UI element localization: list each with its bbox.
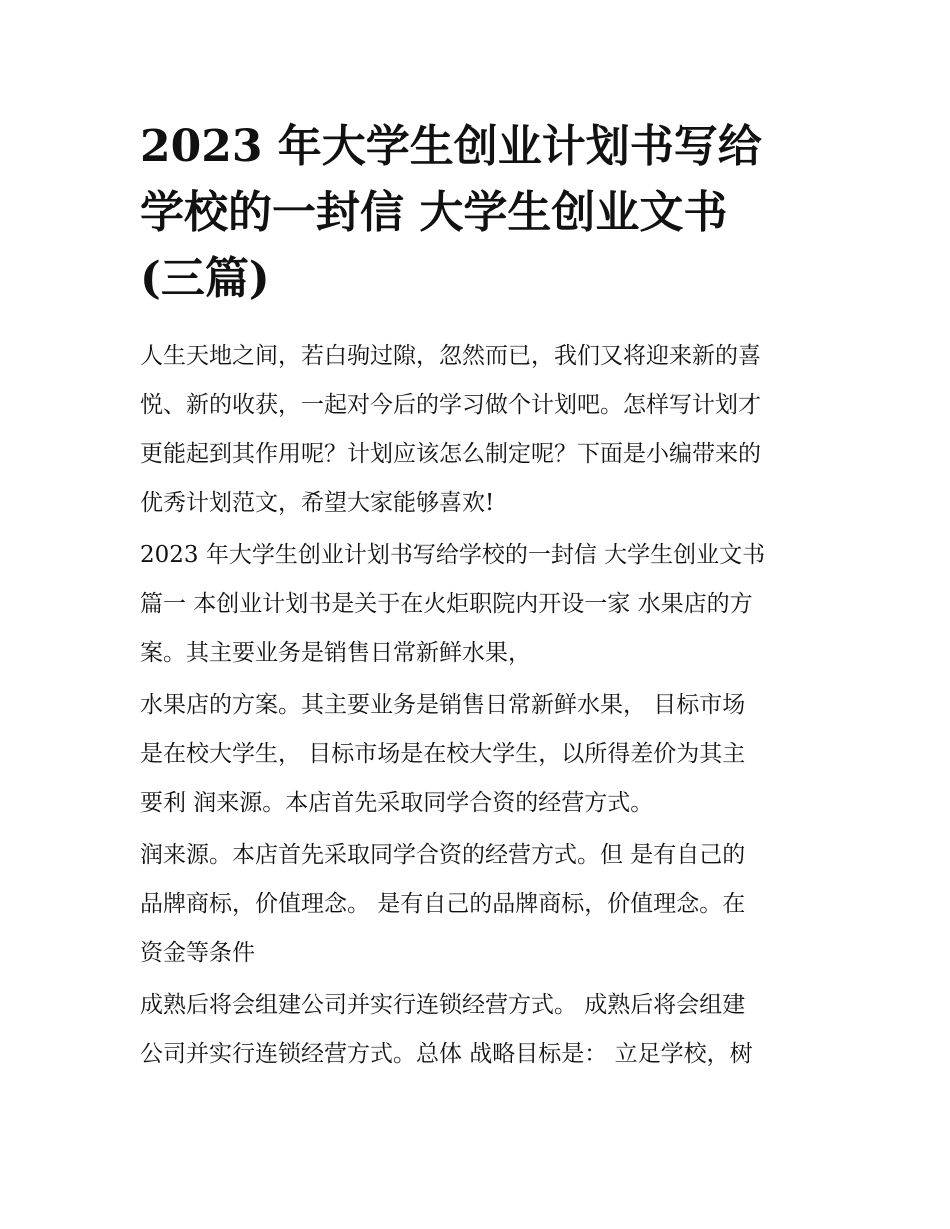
section-paragraph	[140, 531, 812, 678]
body-paragraph	[140, 981, 812, 1079]
text-line: 成熟后将会组建公司并实行连锁经营方式。 成熟后将会组建	[140, 992, 746, 1018]
text-line: 更能起到其作用呢？计划应该怎么制定呢？下面是小编带来的	[140, 441, 761, 467]
body-paragraph	[140, 681, 812, 828]
text-line: 优秀计划范文，希望大家能够喜欢!	[140, 490, 495, 516]
text-line: 是在校大学生， 目标市场是在校大学生，以所得差价为其主	[140, 741, 746, 767]
intro-paragraph	[140, 332, 812, 528]
title-line: 2023 年大学生创业计划书写给	[140, 121, 762, 172]
text-line: 要利 润来源。本店首先采取同学合资的经营方式。	[140, 790, 654, 816]
text-line: 案。其主要业务是销售日常新鲜水果，	[140, 640, 531, 666]
document-body	[140, 332, 812, 1079]
text-line: 资金等条件	[140, 940, 255, 966]
title-line: (三篇)	[140, 253, 270, 304]
text-line: 人生天地之间，若白驹过隙，忽然而已，我们又将迎来新的喜	[140, 343, 761, 369]
text-line: 2023 年大学生创业计划书写给学校的一封信 大学生创业文书	[140, 542, 766, 568]
document-content	[140, 118, 812, 1082]
text-line: 篇一 本创业计划书是关于在火炬职院内开设一家 水果店的方	[140, 591, 753, 617]
text-line: 品牌商标，价值理念。 是有自己的品牌商标，价值理念。在	[140, 891, 746, 917]
text-line: 润来源。本店首先采取同学合资的经营方式。但 是有自己的	[140, 842, 746, 868]
text-line: 悦、新的收获，一起对今后的学习做个计划吧。怎样写计划才	[140, 392, 761, 418]
text-line: 公司并实行连锁经营方式。总体 战略目标是： 立足学校，树	[140, 1041, 753, 1067]
body-paragraph	[140, 831, 812, 978]
text-line: 水果店的方案。其主要业务是销售日常新鲜水果， 目标市场	[140, 692, 746, 718]
document-title	[140, 118, 812, 308]
title-line: 学校的一封信 大学生创业文书	[140, 187, 728, 238]
